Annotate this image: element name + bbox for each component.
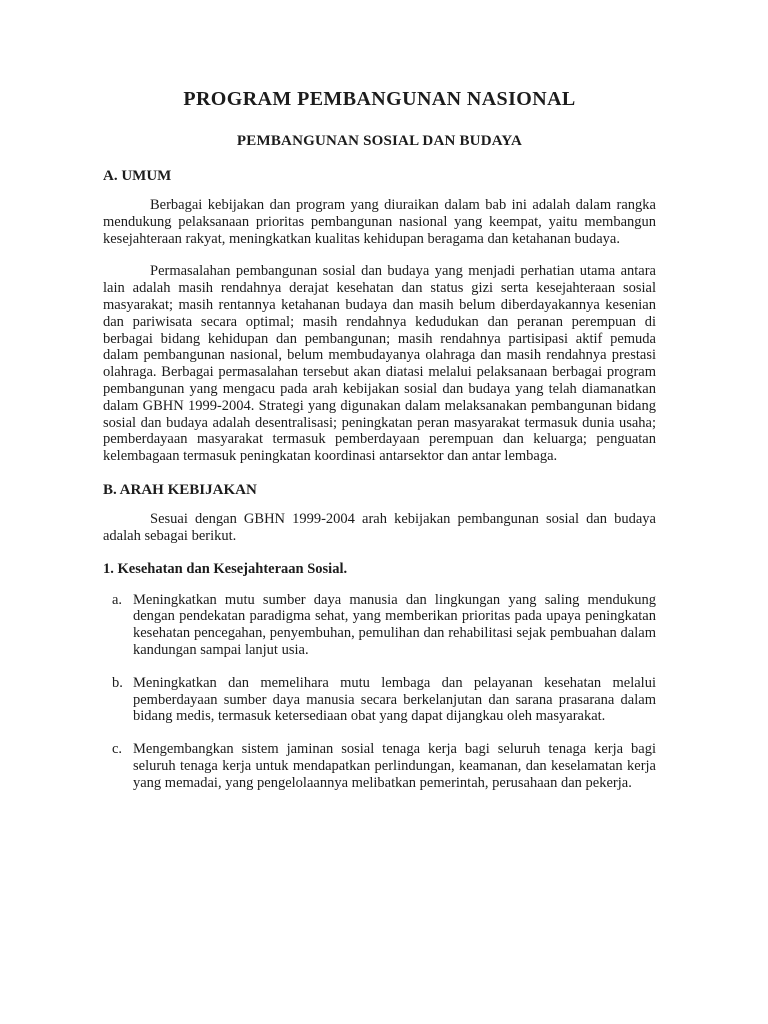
list-item-a-text: Meningkatkan mutu sumber daya manusia dan lingkungan yang saling mendukung dengan pendekatan paradigma sehat, yang memberikan prioritas pada upaya peningkatan kesehatan pencegahan, penyembuhan, pemulihan dan rehabilitasi sejak pembuahan dalam kandungan sampai lanjut usia. [133, 591, 656, 658]
list-marker-c: c. [112, 741, 123, 758]
section-a-paragraph-1: Berbagai kebijakan dan program yang diuraikan dalam bab ini adalah dalam rangka mendukung pelaksanaan prioritas pembangunan nasional yang keempat, yaitu membangun kesejahteraan rakyat, meningkatkan kualitas kehidupan beragama dan ketahanan budaya. [103, 197, 656, 247]
section-b-intro: Sesuai dengan GBHN 1999-2004 arah kebijakan pembangunan sosial dan budaya adalah sebagai berikut. [103, 510, 656, 544]
list-marker-a: a. [112, 591, 123, 608]
list-item-a [103, 592, 656, 659]
list-marker-b: b. [112, 674, 123, 691]
section-a-heading: A. UMUM [103, 168, 172, 184]
list-item-c-text: Mengembangkan sistem jaminan sosial tenaga kerja bagi seluruh tenaga kerja bagi seluruh tenaga kerja untuk mendapatkan perlindungan, keamanan, dan keselamatan kerja yang memadai, yang pengelolaannya melibatkan pemerintah, perusahaan dan pekerja. [133, 741, 656, 791]
list-item-b [103, 675, 656, 725]
list-item-b-text: Meningkatkan dan memelihara mutu lembaga dan pelayanan kesehatan melalui pemberdayaan sumber daya manusia secara berkelanjutan dan sarana prasarana dalam bidang medis, termasuk ketersediaan obat yang dapat dijangkau oleh masyarakat. [133, 674, 656, 725]
list-item-c [103, 741, 656, 791]
section-b-heading: B. ARAH KEBIJAKAN [103, 481, 257, 498]
section-a-paragraph-2: Permasalahan pembangunan sosial dan budaya yang menjadi perhatian utama antara lain adalah masih rendahnya derajat kesehatan dan status gizi serta kesejahteraan sosial masyarakat; masih rentannya ketahanan budaya dan masih belum diberdayakannya kesenian dan pariwisata secara optimal; masih rendahnya kedudukan dan peranan perempuan di berbagai bidang kehidupan dan pembangunan; masih rendahnya partisipasi aktif pemuda dalam pembangunan nasional, belum membudayanya olahraga dan masih rendahnya prestasi olahraga. Berbagai permasalahan tersebut akan diatasi melalui pelaksanaan berbagai program pembangunan yang mengacu pada arah kebijakan sosial dan budaya yang telah diamanatkan dalam GBHN 1999-2004. Strategi yang digunakan dalam melaksanakan pembangunan bidang sosial dan budaya adalah desentralisasi; peningkatan peran masyarakat termasuk dunia usaha; pemberdayaan masyarakat termasuk pemberdayaan perempuan dan keluarga; penguatan kelembagaan termasuk peningkatan koordinasi antarsektor dan antar lembaga. [103, 263, 656, 465]
document-subtitle: PEMBANGUNAN SOSIAL DAN BUDAYA [236, 133, 523, 149]
subsection-1-heading: 1. Kesehatan dan Kesejahteraan Sosial. [103, 560, 348, 577]
document-title: PROGRAM PEMBANGUNAN NASIONAL [183, 88, 576, 110]
